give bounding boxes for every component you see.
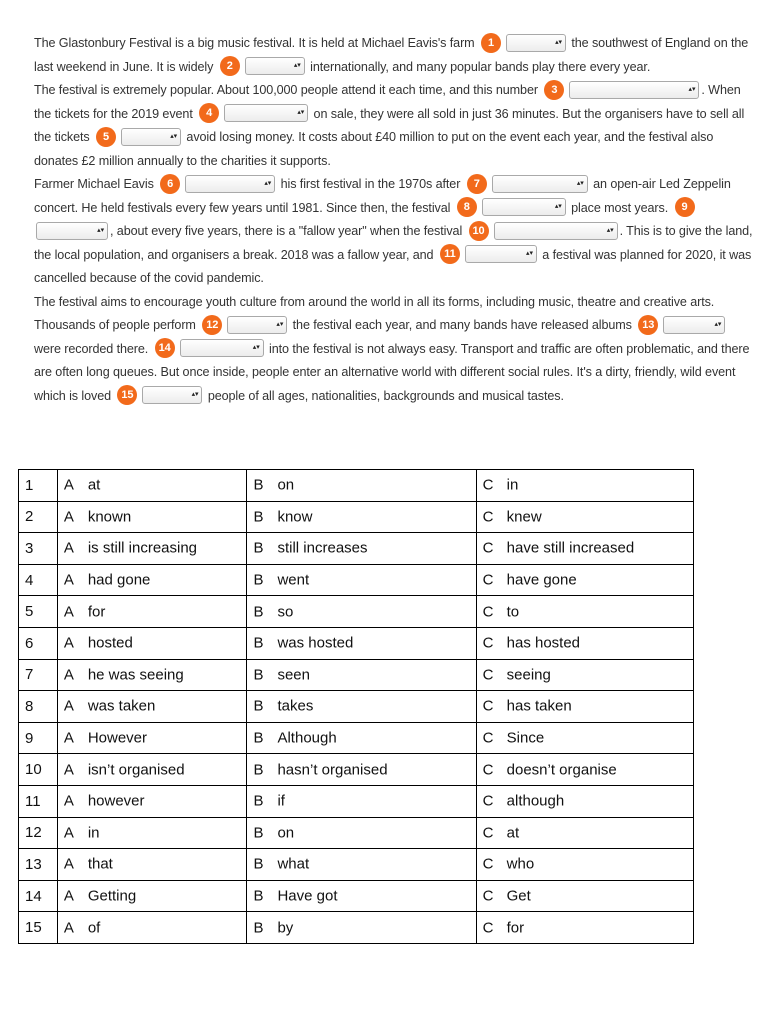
gap-badge-12: 12: [202, 315, 222, 335]
option-c: [476, 754, 693, 786]
select-arrow-icon: ▴▾: [276, 320, 284, 328]
table-row: [19, 627, 694, 659]
option-a: [57, 912, 247, 944]
answer-options-table: [18, 469, 694, 944]
question-number: 13: [19, 849, 58, 881]
option-text: have still increased: [506, 539, 635, 557]
gap-badge-14: 14: [155, 338, 175, 358]
option-c: [476, 912, 693, 944]
option-text: takes: [277, 697, 314, 715]
option-text: Have got: [277, 887, 338, 905]
select-arrow-icon: ▴▾: [191, 391, 199, 399]
option-letter: A: [63, 508, 74, 526]
option-text: at: [87, 476, 101, 494]
text: The festival aims to encourage youth culture from around the world in all its forms, including music, theatre and creative arts. Thousands of people perform: [34, 294, 715, 332]
option-c: [476, 880, 693, 912]
gap-select-10[interactable]: [494, 222, 618, 240]
option-text: to: [506, 603, 520, 621]
option-letter: A: [63, 476, 74, 494]
text: avoid losing money. It costs about £40 million to put on the event each year, and the festival also donates £2 million annually to the charities it supports.: [34, 130, 714, 168]
gap-badge-3: 3: [544, 80, 564, 100]
table-row: [19, 501, 694, 533]
option-text: is still increasing: [87, 539, 198, 557]
option-a: [57, 849, 247, 881]
paragraph-4: [34, 291, 756, 409]
paragraph-3: [34, 173, 756, 291]
option-letter: A: [63, 887, 74, 905]
option-letter: A: [63, 919, 74, 937]
question-number: 10: [19, 754, 58, 786]
select-arrow-icon: ▴▾: [97, 226, 104, 234]
option-text: have gone: [506, 571, 577, 589]
text: the festival each year, and many bands have released albums: [292, 318, 632, 332]
option-text: at: [506, 824, 520, 842]
option-text: doesn’t organise: [506, 761, 617, 779]
option-text: by: [277, 919, 294, 937]
option-text: had gone: [87, 571, 151, 589]
text: his first festival in the 1970s after: [280, 177, 461, 191]
option-a: [57, 722, 247, 754]
option-letter: C: [482, 761, 494, 779]
select-arrow-icon: ▴▾: [293, 62, 301, 70]
option-b: [247, 785, 476, 817]
select-arrow-icon: ▴▾: [297, 109, 305, 117]
option-b: [247, 596, 476, 628]
option-text: hasn’t organised: [277, 761, 388, 779]
option-letter: B: [253, 539, 264, 557]
option-a: [57, 691, 247, 723]
option-text: Although: [277, 729, 337, 747]
option-a: [57, 596, 247, 628]
gap-badge-8: 8: [457, 197, 477, 217]
question-number: 9: [19, 722, 58, 754]
option-letter: A: [63, 571, 74, 589]
table-row: [19, 880, 694, 912]
table-row: [19, 470, 694, 502]
option-text: know: [277, 508, 313, 526]
question-number: 3: [19, 533, 58, 565]
gap-select-1[interactable]: [506, 34, 566, 52]
table-row: [19, 722, 694, 754]
text: were recorded there.: [34, 341, 149, 356]
option-text: for: [87, 603, 106, 621]
text: on sale, they were all sold in just 36 minutes. But the organisers have to sell all the tickets: [34, 106, 745, 144]
option-c: [476, 501, 693, 533]
select-arrow-icon: ▴▾: [606, 226, 614, 234]
option-letter: A: [63, 855, 74, 873]
option-letter: B: [253, 476, 264, 494]
option-b: [247, 722, 476, 754]
question-number: 14: [19, 880, 58, 912]
option-c: [476, 470, 693, 502]
gap-select-5[interactable]: [121, 128, 181, 146]
paragraph-2: [34, 79, 756, 173]
text: The festival is extremely popular. About 100,000 people attend it each time, and this number: [34, 83, 538, 97]
option-letter: C: [482, 571, 494, 589]
option-letter: A: [63, 666, 74, 684]
option-letter: C: [482, 824, 494, 842]
option-letter: B: [253, 571, 264, 589]
passage: [34, 32, 756, 408]
option-text: However: [87, 729, 147, 747]
option-letter: A: [63, 729, 74, 747]
question-number: 6: [19, 627, 58, 659]
question-number: 4: [19, 564, 58, 596]
option-text: Getting: [87, 887, 137, 905]
option-b: [247, 880, 476, 912]
option-letter: B: [253, 824, 264, 842]
option-letter: B: [253, 887, 264, 905]
option-letter: B: [253, 729, 264, 747]
table-row: [19, 817, 694, 849]
option-letter: A: [63, 761, 74, 779]
option-c: [476, 659, 693, 691]
option-letter: A: [63, 824, 74, 842]
option-letter: B: [253, 666, 264, 684]
text: . When the tickets for the 2019 event: [34, 83, 741, 121]
select-arrow-icon: ▴▾: [252, 344, 260, 352]
option-letter: B: [253, 603, 264, 621]
gap-badge-6: 6: [160, 174, 180, 194]
gap-select-3[interactable]: [569, 81, 699, 99]
select-arrow-icon: ▴▾: [170, 132, 178, 140]
text: , about every five years, there is a "fallow year" when the festival: [110, 224, 463, 238]
select-arrow-icon: ▴▾: [688, 85, 696, 93]
gap-badge-4: 4: [199, 103, 219, 123]
option-text: seeing: [506, 666, 551, 684]
option-c: [476, 817, 693, 849]
gap-select-4[interactable]: [224, 104, 308, 122]
gap-select-11[interactable]: [465, 245, 537, 263]
table-row: [19, 533, 694, 565]
text: place most years.: [571, 200, 669, 215]
option-text: knew: [506, 508, 542, 526]
option-c: [476, 722, 693, 754]
table-row: [19, 564, 694, 596]
gap-select-2[interactable]: [245, 57, 305, 75]
option-text: was taken: [87, 697, 156, 715]
text: a festival was planned for 2020, it was cancelled because of the covid pandemic.: [34, 247, 752, 285]
option-text: he was seeing: [87, 666, 184, 684]
text: into the festival is not always easy. Transport and traffic are often problematic, and there are often long queues. But once inside, people enter an alternative world with different social rules. It's a dirty, friendly, wild event which is loved: [34, 341, 750, 403]
paragraph-1: [34, 32, 756, 79]
text: . This is to give the land, the local population, and organisers a break. 2018 was a fallow year, and: [34, 224, 753, 262]
option-letter: B: [253, 855, 264, 873]
option-letter: C: [482, 476, 494, 494]
option-letter: C: [482, 855, 494, 873]
question-number: 15: [19, 912, 58, 944]
option-letter: C: [482, 887, 494, 905]
option-b: [247, 817, 476, 849]
question-number: 1: [19, 470, 58, 502]
option-letter: B: [253, 634, 264, 652]
option-text: on: [277, 824, 295, 842]
question-number: 8: [19, 691, 58, 723]
option-text: hosted: [87, 634, 133, 652]
option-letter: C: [482, 919, 494, 937]
option-text: what: [277, 855, 310, 873]
gap-badge-10: 10: [469, 221, 489, 241]
option-text: was hosted: [277, 634, 354, 652]
option-letter: C: [482, 792, 494, 810]
gap-badge-1: 1: [481, 33, 501, 53]
gap-select-13[interactable]: [663, 316, 725, 334]
option-text: however: [87, 792, 145, 810]
table-row: [19, 659, 694, 691]
option-a: [57, 880, 247, 912]
option-letter: C: [482, 508, 494, 526]
option-text: seen: [277, 666, 310, 684]
option-text: that: [87, 855, 113, 873]
gap-badge-5: 5: [96, 127, 116, 147]
option-c: [476, 627, 693, 659]
option-letter: A: [63, 634, 74, 652]
question-number: 12: [19, 817, 58, 849]
gap-select-14[interactable]: [180, 339, 264, 357]
option-b: [247, 691, 476, 723]
option-b: [247, 533, 476, 565]
option-a: [57, 627, 247, 659]
option-text: on: [277, 476, 295, 494]
option-text: went: [277, 571, 310, 589]
table-row: [19, 849, 694, 881]
select-arrow-icon: ▴▾: [526, 250, 533, 258]
option-text: in: [506, 476, 519, 494]
option-c: [476, 564, 693, 596]
gap-badge-7: 7: [467, 174, 487, 194]
question-number: 2: [19, 501, 58, 533]
option-b: [247, 627, 476, 659]
option-b: [247, 849, 476, 881]
option-a: [57, 754, 247, 786]
gap-select-15[interactable]: [142, 386, 202, 404]
option-text: isn’t organised: [87, 761, 185, 779]
gap-select-6[interactable]: [185, 175, 275, 193]
option-a: [57, 470, 247, 502]
option-c: [476, 691, 693, 723]
option-a: [57, 533, 247, 565]
option-letter: B: [253, 508, 264, 526]
option-text: in: [87, 824, 100, 842]
option-b: [247, 564, 476, 596]
option-letter: C: [482, 539, 494, 557]
gap-badge-9: 9: [675, 197, 695, 217]
gap-badge-2: 2: [220, 56, 240, 76]
gap-badge-15: 15: [117, 385, 137, 405]
option-c: [476, 785, 693, 817]
option-letter: C: [482, 729, 494, 747]
select-arrow-icon: ▴▾: [264, 179, 272, 187]
option-letter: C: [482, 697, 494, 715]
option-text: still increases: [277, 539, 368, 557]
option-text: for: [506, 919, 525, 937]
option-c: [476, 596, 693, 628]
option-letter: C: [482, 603, 494, 621]
text: people of all ages, nationalities, backgrounds and musical tastes.: [207, 388, 564, 403]
text: the southwest of England on the last weekend in June. It is widely: [34, 36, 749, 74]
option-text: although: [506, 792, 565, 810]
select-arrow-icon: ▴▾: [554, 203, 562, 211]
option-text: who: [506, 855, 535, 873]
option-a: [57, 501, 247, 533]
option-text: has hosted: [506, 634, 581, 652]
option-text: Get: [506, 887, 531, 905]
gap-select-9[interactable]: [36, 222, 108, 240]
option-letter: B: [253, 919, 264, 937]
question-number: 11: [19, 785, 58, 817]
option-b: [247, 754, 476, 786]
select-arrow-icon: ▴▾: [714, 320, 722, 328]
question-number: 7: [19, 659, 58, 691]
option-text: has taken: [506, 697, 572, 715]
option-text: Since: [506, 729, 545, 747]
option-a: [57, 564, 247, 596]
option-a: [57, 817, 247, 849]
text: internationally, and many popular bands play there every year.: [310, 59, 651, 74]
gap-badge-11: 11: [440, 244, 460, 264]
option-letter: A: [63, 697, 74, 715]
option-text: of: [87, 919, 101, 937]
option-text: so: [277, 603, 294, 621]
option-text: known: [87, 508, 132, 526]
select-arrow-icon: ▴▾: [555, 38, 562, 46]
option-text: if: [277, 792, 285, 810]
table-row: [19, 596, 694, 628]
select-arrow-icon: ▴▾: [576, 179, 584, 187]
option-letter: B: [253, 697, 264, 715]
text: an open-air Led Zeppelin concert. He held festivals every few years until 1981. Since then, the festival: [34, 177, 731, 215]
option-b: [247, 659, 476, 691]
option-a: [57, 659, 247, 691]
option-c: [476, 533, 693, 565]
option-letter: C: [482, 634, 494, 652]
option-letter: C: [482, 666, 494, 684]
option-b: [247, 501, 476, 533]
option-letter: B: [253, 792, 264, 810]
table-row: [19, 912, 694, 944]
gap-select-7[interactable]: [492, 175, 588, 193]
gap-select-8[interactable]: [482, 198, 566, 216]
option-a: [57, 785, 247, 817]
text: The Glastonbury Festival is a big music festival. It is held at Michael Eavis's farm: [34, 36, 475, 50]
gap-badge-13: 13: [638, 315, 658, 335]
option-letter: A: [63, 792, 74, 810]
table-row: [19, 785, 694, 817]
question-number: 5: [19, 596, 58, 628]
option-letter: B: [253, 761, 264, 779]
gap-select-12[interactable]: [227, 316, 287, 334]
option-b: [247, 470, 476, 502]
option-letter: A: [63, 603, 74, 621]
table-row: [19, 754, 694, 786]
table-row: [19, 691, 694, 723]
option-letter: A: [63, 539, 74, 557]
text: Farmer Michael Eavis: [34, 177, 154, 191]
option-c: [476, 849, 693, 881]
option-b: [247, 912, 476, 944]
